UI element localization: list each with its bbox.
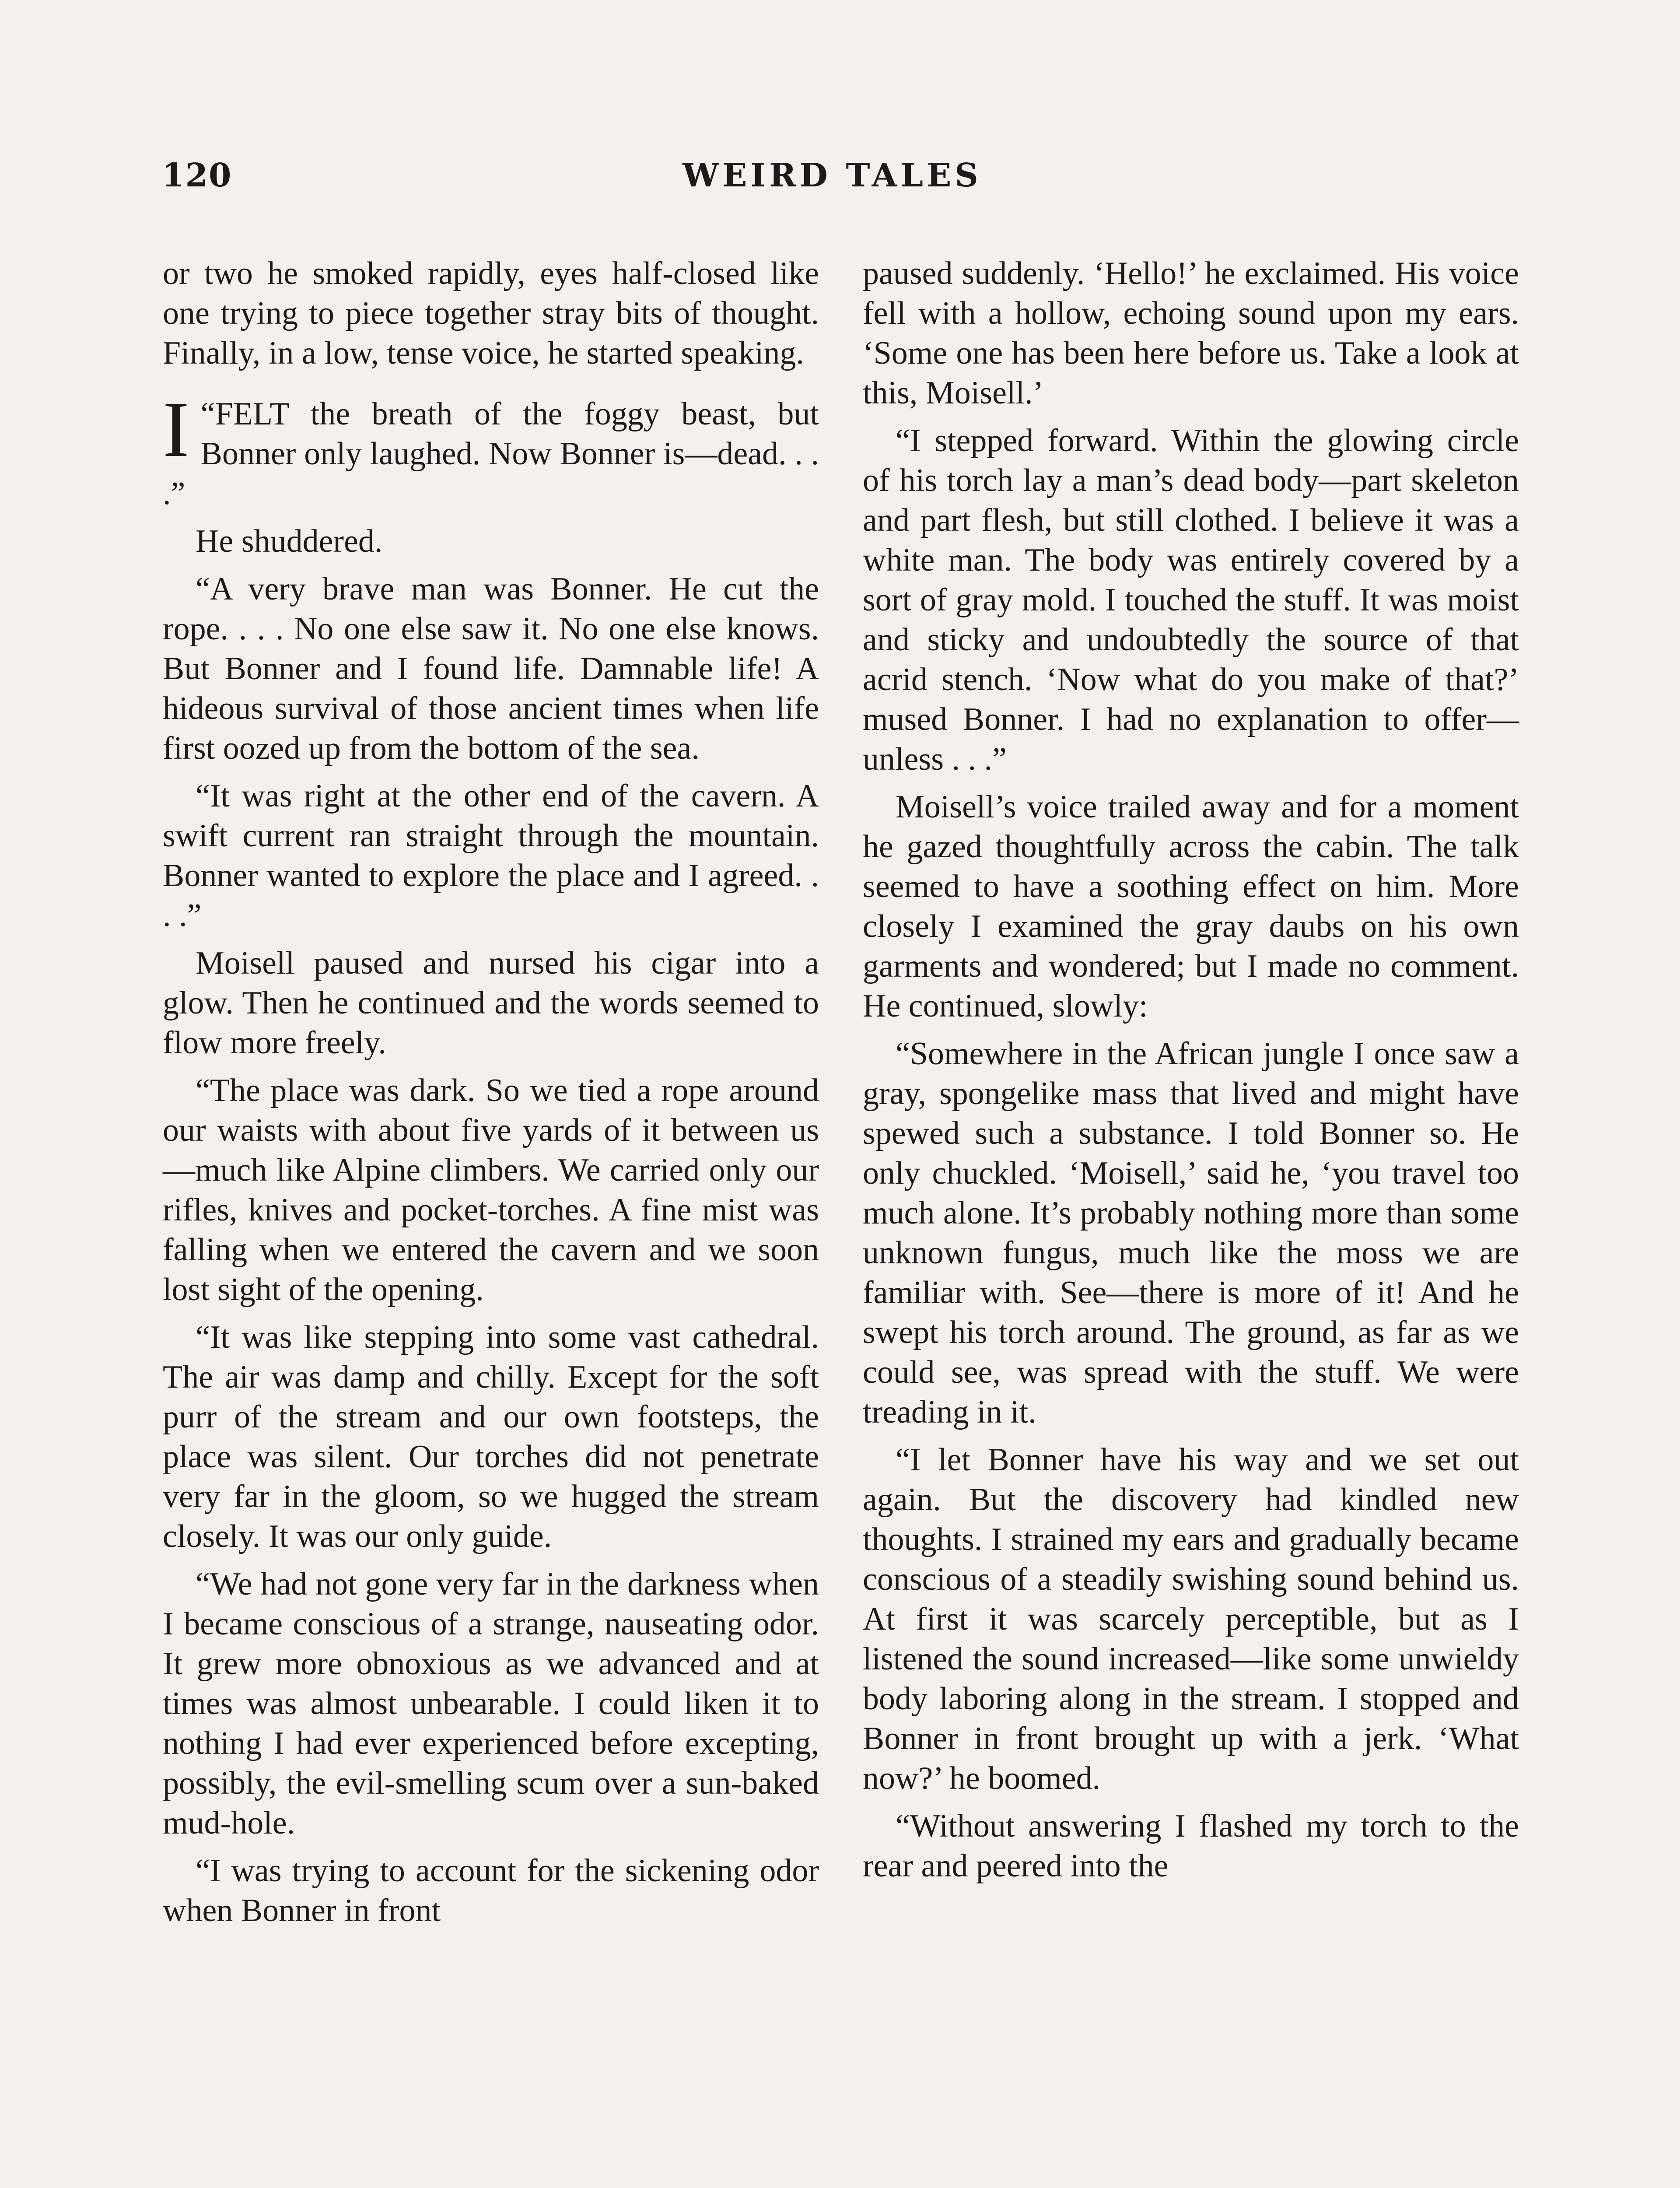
drop-cap: I bbox=[163, 386, 189, 473]
paragraph: He shuddered. bbox=[196, 523, 383, 559]
paragraph: “Somewhere in the African jungle I once saw a gray, spongelike mass that lived and might have spewed such a substance. I told Bonner so. He only chuckled. ‘Moisell,’ said he, ‘you travel too much alone. It’s probably nothing more than some unknown fungus, much like the moss we are familiar with. See—there is more of it! And he swept his torch around. The ground, as far as we could see, was spread with the stuff. We were treading in it. bbox=[863, 1036, 1519, 1430]
paragraph-text: FELT the breath of the foggy beast, but Bonner only laughed. Now Bonner is—dead. . . .” bbox=[163, 396, 819, 512]
left-column bbox=[163, 254, 819, 1939]
running-title: WEIRD TALES bbox=[682, 157, 982, 194]
paragraph: “The place was dark. So we tied a rope around our waists with about five yards of it between us—much like Alpine climbers. We carried only our rifles, knives and pocket-torches. A fine mist was falling when we entered the cavern and we soon lost sight of the opening. bbox=[163, 1073, 819, 1308]
paragraph: “A very brave man was Bonner. He cut the rope. . . . No one else saw it. No one else knows. But Bonner and I found life. Damnable life! A hideous survival of those ancient times when life first oozed up from the bottom of the sea. bbox=[163, 571, 819, 766]
paragraph: Moisell’s voice trailed away and for a moment he gazed thoughtfully across the cabin. The talk seemed to have a soothing effect on him. More closely I examined the gray daubs on his own garments and wondered; but I made no comment. He continued, slowly: bbox=[863, 789, 1519, 1024]
paragraph: or two he smoked rapidly, eyes half-closed like one trying to piece together stray bits of thought. Finally, in a low, tense voice, he started speaking. bbox=[163, 256, 819, 371]
section-opening-paragraph bbox=[163, 386, 819, 514]
paragraph: “I stepped forward. Within the glowing circle of his torch lay a man’s dead body—part skeleton and part flesh, but still clothed. I believe it was a white man. The body was entirely covered by a sort of gray mold. I touched the stuff. It was moist and sticky and undoubtedly the source of that acrid stench. ‘Now what do you make of that?’ mused Bonner. I had no explanation to offer—unless . . .” bbox=[863, 423, 1519, 777]
page-number: 120 bbox=[162, 157, 232, 194]
paragraph: Moisell paused and nursed his cigar into a glow. Then he continued and the words seemed to flow more freely. bbox=[163, 945, 819, 1061]
paragraph: “I was trying to account for the sickening odor when Bonner in front bbox=[163, 1853, 819, 1929]
paragraph: paused suddenly. ‘Hello!’ he exclaimed. His voice fell with a hollow, echoing sound upon my ears. ‘Some one has been here before us. Take a look at this, Moisell.’ bbox=[863, 256, 1519, 411]
paragraph: “We had not gone very far in the darkness when I became conscious of a strange, nauseating odor. It grew more obnoxious as we advanced and at times was almost unbearable. I could liken it to nothing I had ever experienced before excepting, possibly, the evil-smelling scum over a sun-baked mud-hole. bbox=[163, 1566, 819, 1841]
paragraph: “I let Bonner have his way and we set out again. But the discovery had kindled new thoughts. I strained my ears and gradually became conscious of a steadily swishing sound behind us. At first it was scarcely perceptible, but as I listened the sound increased—like some unwieldy body laboring along in the stream. I stopped and Bonner in front brought up with a jerk. ‘What now?’ he boomed. bbox=[863, 1442, 1519, 1796]
right-column bbox=[863, 254, 1519, 1894]
paragraph: “It was right at the other end of the cavern. A swift current ran straight through the mountain. Bonner wanted to explore the place and I agreed. . . .” bbox=[163, 778, 819, 933]
paragraph: “It was like stepping into some vast cathedral. The air was damp and chilly. Except for the soft purr of the stream and our own footsteps, the place was silent. Our torches did not penetrate very far in the gloom, so we hugged the stream closely. It was our only guide. bbox=[163, 1319, 819, 1554]
opening-quote: “ bbox=[200, 396, 215, 432]
paragraph: “Without answering I flashed my torch to the rear and peered into the bbox=[863, 1808, 1519, 1884]
